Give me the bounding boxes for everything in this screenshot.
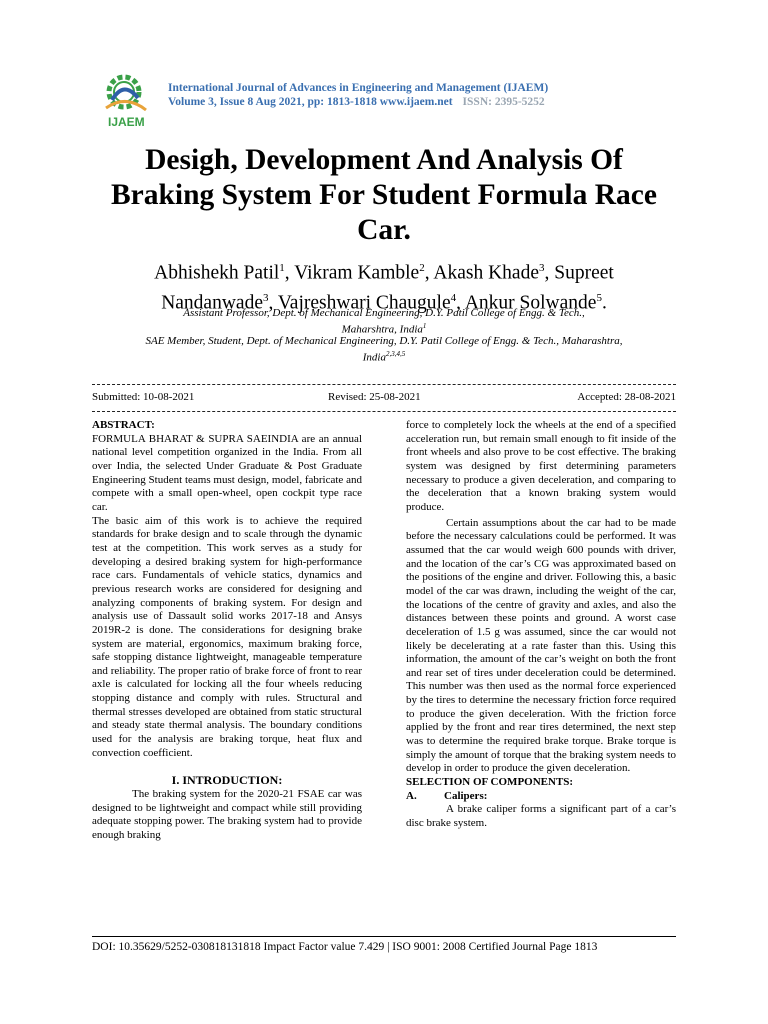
author-name: Abhishekh Patil — [154, 262, 280, 284]
submitted-date: Submitted: 10-08-2021 — [92, 391, 195, 403]
logo-text: IJAEM — [108, 115, 145, 129]
body-paragraph: A brake caliper forms a significant part of a car’s disc brake system. — [406, 803, 676, 830]
affiliation-country: India — [362, 351, 386, 364]
author-sep: . — [601, 292, 607, 313]
title-line: Desigh, Development And Analysis Of — [145, 144, 623, 176]
journal-meta — [168, 96, 545, 108]
author-sep: , — [544, 262, 555, 284]
left-column — [92, 419, 362, 843]
affiliation-line — [84, 348, 684, 365]
subsection-letter: A. — [406, 789, 417, 802]
accepted-date: Accepted: 28-08-2021 — [577, 391, 676, 403]
dates-row — [92, 391, 676, 405]
affiliation-sup: 1 — [422, 322, 427, 330]
author-sup: 3 — [262, 291, 269, 304]
section-heading: SELECTION OF COMPONENTS: — [406, 776, 574, 789]
revised-date: Revised: 25-08-2021 — [328, 391, 421, 403]
volume-info: Volume 3, Issue 8 Aug 2021, pp: 1813-1818 www.ijaem.net — [168, 96, 453, 108]
author-name: Vikram Kamble — [294, 262, 420, 284]
author-sep: , — [424, 262, 434, 284]
right-column — [406, 419, 676, 831]
divider — [92, 384, 676, 385]
title-line: Braking System For Student Formula Race — [110, 179, 657, 211]
divider — [92, 411, 676, 412]
title-line: Car. — [357, 214, 411, 246]
author-sup: 1 — [279, 262, 285, 274]
section-heading: I. INTRODUCTION: — [171, 773, 283, 788]
ijaem-logo — [92, 70, 162, 130]
body-paragraph: Certain assumptions about the car had to be made before the necessary calculations could be performed. It was assumed that the car would weigh 600 pounds with driver, and the location of the car’s CG was approximated based on the positions of the engine and driver. Following this, a basic model of the car was drawn, including the weight of the car, the locations of the centre of gravity and axles, and also the distances between these points and ground. A worst case deceleration of 1.5 g was assumed, since the car would not likely be decelerating at a rate faster than this. Using this information, the amount of the car’s weight on both the front and rear set of tires under deceleration could be determined. This number was then used as the normal force experienced by the tires to determine the necessary friction force required to produce the given deceleration. With the friction force applied by the front and rear tires determined, the next step was to determine the required brake torque. Brake torque is simply the amount of torque that the braking system needs to develop in order to produce the given deceleration. — [406, 516, 676, 775]
body-paragraph: The braking system for the 2020-21 FSAE car was designed to be lightweight and compact while still providing adequate stopping power. The braking system had to provide enough braking — [92, 788, 362, 842]
issn: ISSN: 2395-5252 — [462, 96, 545, 108]
subsection-heading — [406, 790, 676, 804]
affiliation-1 — [84, 307, 684, 337]
paper-title — [60, 143, 708, 248]
body-paragraph: force to completely lock the wheels at the end of a specified acceleration run, but remain small enough to fit inside of the front wheels and also prove to be cost effective. The braking system was designed by first determining parameters necessary to produce a given deceleration, and comparing to the deceleration that a known braking system would produce. — [406, 419, 676, 513]
journal-header — [92, 70, 692, 130]
author-name: Nandanwade — [161, 292, 263, 313]
author-sup: 2 — [419, 262, 425, 274]
author-name: Ankur Solwande — [464, 292, 597, 313]
author-sup: 4 — [450, 291, 457, 304]
author-name: Akash Khade — [433, 262, 539, 284]
author-line-1 — [60, 256, 708, 286]
author-sup: 3 — [538, 262, 545, 274]
abstract-heading: ABSTRACT: — [92, 419, 155, 431]
affiliation-2 — [84, 335, 684, 365]
affiliation-line: Assistant Professor, Dept. of Mechanical Engineering, D.Y. Patil College of Engg. & Tech., — [183, 307, 585, 319]
author-sep: , — [456, 292, 465, 313]
author-name: Supreet — [554, 262, 614, 284]
page-footer: DOI: 10.35629/5252-030818131818 Impact Factor value 7.429 | ISO 9001: 2008 Certified Journal Page 1813 — [92, 941, 598, 953]
author-sup: 5 — [596, 291, 602, 304]
affiliation-line: SAE Member, Student, Dept. of Mechanical Engineering, D.Y. Patil College of Engg. & Tech., Maharashtra, — [145, 335, 623, 347]
author-sep: , — [268, 292, 278, 313]
author-name: Vajreshwari Chaugule — [277, 292, 451, 313]
affiliation-sup: 2,3,4,5 — [385, 350, 406, 358]
abstract-paragraph: The basic aim of this work is to achieve the required standards for brake design and to scale through the dynamic test at the competition. This work serves as a study for developing a desired braking system for high-performance race cars. Fundamentals of vehicle statics, dynamics and previous research works are considered for designing and analyzing components of braking system. For design and analysis use of Dassault solid works 2017-18 and Ansys 2019R-2 is done. The considerations for designing brake system are material, ergonomics, maximum braking force, safe stopping distance lightweight, manageable temperature and reliability. The proper ratio of brake force of front to rear axle is calculated for locking all the four wheels reducing stopping distance and comply with rules. Structural and thermal stresses developed are obtained from static structural and steady state thermal analysis. The boundary conditions used for the analysis are braking torque, heat flux and convection coefficient. — [92, 514, 362, 759]
affiliation-country: Maharshtra, India — [341, 323, 423, 336]
subsection-title: Calipers: — [444, 789, 488, 802]
footer-divider — [92, 936, 676, 937]
abstract-paragraph: FORMULA BHARAT & SUPRA SAEINDIA are an annual national level competition organized in the India. From all over India, the selected Under Graduate & Post Graduate Engineering Student teams must design, model, fabricate and compete with a small open-wheel, open cockpit type race car. — [92, 432, 362, 513]
journal-name: International Journal of Advances in Engineering and Management (IJAEM) — [168, 82, 549, 94]
author-sep: , — [284, 262, 295, 284]
